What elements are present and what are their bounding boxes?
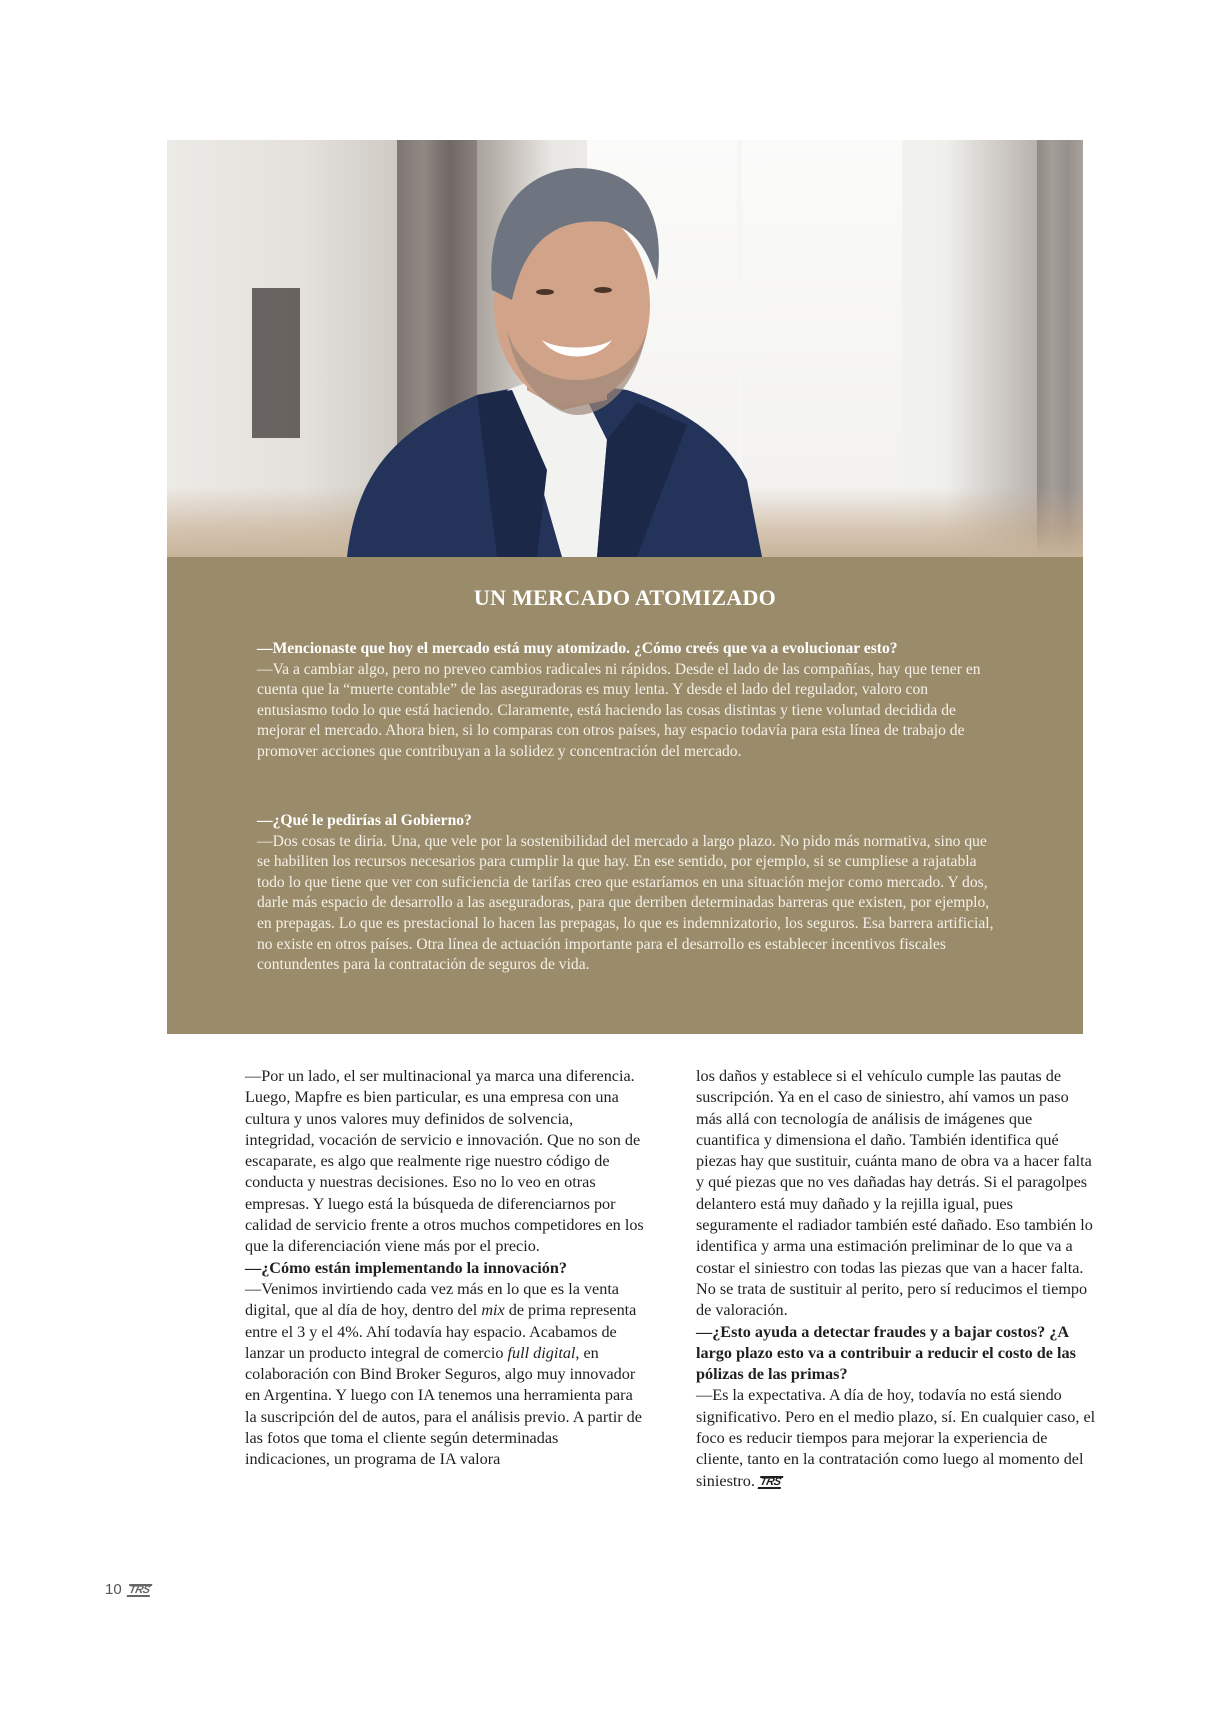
sidebar-answer: —Dos cosas te diría. Una, que vele por la sostenibilidad del mercado a largo plazo. No pido más normativa, sino que se habiliten los recursos necesarios para cumplir la que hay. En ese sentido, por ejemplo, si se cumpliese a rajatabla todo lo que tiene que ver con suficiencia de tarifas creo que estaríamos en una situación mejor como mercado. Y dos, darle más espacio de desarrollo a las aseguradoras, para que derriben determinadas barreras que existen, por ejemplo, en prepagas. Lo que es prestacional lo hacen las prepagas, lo que es indemnizatorio, los seguros. Esa barrera artificial, no existe en otros países. Otra línea de actuación importante para el desarrollo es establecer incentivos fiscales contundentes para la contratación de seguros de vida.: [257, 832, 994, 974]
magazine-logo-icon: TRS: [127, 1584, 151, 1596]
interview-question: —¿Cómo están implementando la innovación?: [245, 1258, 567, 1277]
sidebar-qa-2: [257, 811, 995, 976]
portrait-figure: [167, 140, 1083, 557]
answer-paragraph: —Por un lado, el ser multinacional ya marca una diferencia. Luego, Mapfre es bien particular, es una empresa con una cultura y unos valores muy definidos de solvencia, integridad, vocación de servicio e innovación. Que no son de escaparate, es algo que realmente rige nuestro código de conducta y nuestras decisiones. Eso no lo veo en otras empresas. Y luego está la búsqueda de diferenciarnos por calidad de servicio frente a otros muchos competidores en los que la diferenciación viene más por el precio.: [245, 1067, 644, 1256]
interview-question: —¿Esto ayuda a detectar fraudes y a bajar costos? ¿A largo plazo esto va a contribuir a reducir el costo de las pólizas de las primas?: [696, 1322, 1076, 1384]
answer-text: de prima representa entre el 3 y el 4%. Ahí todavía hay espacio. Acabamos de lanzar un producto integral de comercio: [245, 1301, 637, 1362]
answer-text: , en colaboración con Bind Broker Seguros, algo muy innovador en Argentina. Y luego con IA tenemos una herramienta para la suscripción del de autos, para el análisis previo. A partir de las fotos que toma el cliente según determinadas indicaciones, un programa de IA valora: [245, 1343, 642, 1469]
interview-sidebar-box: [167, 557, 1083, 1034]
italic-term: full digital: [507, 1343, 576, 1362]
article-column-right: [696, 1066, 1096, 1492]
answer-paragraph: [696, 1385, 1096, 1491]
sidebar-question: —Mencionaste que hoy el mercado está muy atomizado. ¿Cómo creés que va a evolucionar esto?: [257, 640, 898, 657]
answer-text: —Venimos invirtiendo cada vez más en lo que es la venta digital, que al día de hoy, dentro del: [245, 1279, 619, 1320]
answer-paragraph: los daños y establece si el vehículo cumple las pautas de suscripción. Ya en el caso de siniestro, ahí vamos un paso más allá con tecnología de análisis de imágenes que cuantifica y dimensiona el daño. También identifica qué piezas hay que sustituir, cuánta mano de obra va a hacer falta y qué piezas que no ves dañadas hay detrás. Si el paragolpes delantero está muy dañado y la rejilla igual, pues seguramente el radiador también esté dañado. Eso también lo identifica y arma una estimación preliminar de lo que va a costar el siniestro con todas las piezas que van a hacer falta. No se trata de sustituir al perito, pero sí reducimos el tiempo de valoración.: [696, 1067, 1093, 1320]
page-footer: [105, 1581, 150, 1598]
article-column-left: [245, 1066, 645, 1471]
sidebar-question: —¿Qué le pedirías al Gobierno?: [257, 812, 472, 829]
answer-paragraph: [245, 1279, 645, 1471]
sidebar-answer: —Va a cambiar algo, pero no preveo cambios radicales ni rápidos. Desde el lado de las compañías, hay que tener en cuenta que la “muerte contable” de las aseguradoras es muy lenta. Y desde el lado del regulador, valoro con entusiasmo todo lo que está haciendo. Claramente, está haciendo las cosas distintas y tiene voluntad decidida de mejorar el mercado. Ahora bien, si lo comparas con otros países, hay espacio todavía para esta línea de trabajo de promover acciones que contribuyan a la solidez y concentración del mercado.: [257, 660, 981, 760]
end-mark-logo-icon: TRS: [758, 1475, 782, 1488]
italic-term: mix: [481, 1301, 505, 1320]
answer-text: —Es la expectativa. A día de hoy, todavía no está siendo significativo. Pero en el medio plazo, sí. En cualquier caso, el foco es reducir tiempos para mejorar la experiencia de cliente, tanto en la contratación como luego al momento del siniestro.: [696, 1386, 1096, 1490]
sidebar-title: UN MERCADO ATOMIZADO: [473, 585, 777, 610]
sidebar-qa-1: [257, 639, 995, 763]
page-number: 10: [105, 1581, 122, 1598]
hero-photo: [167, 140, 1083, 557]
